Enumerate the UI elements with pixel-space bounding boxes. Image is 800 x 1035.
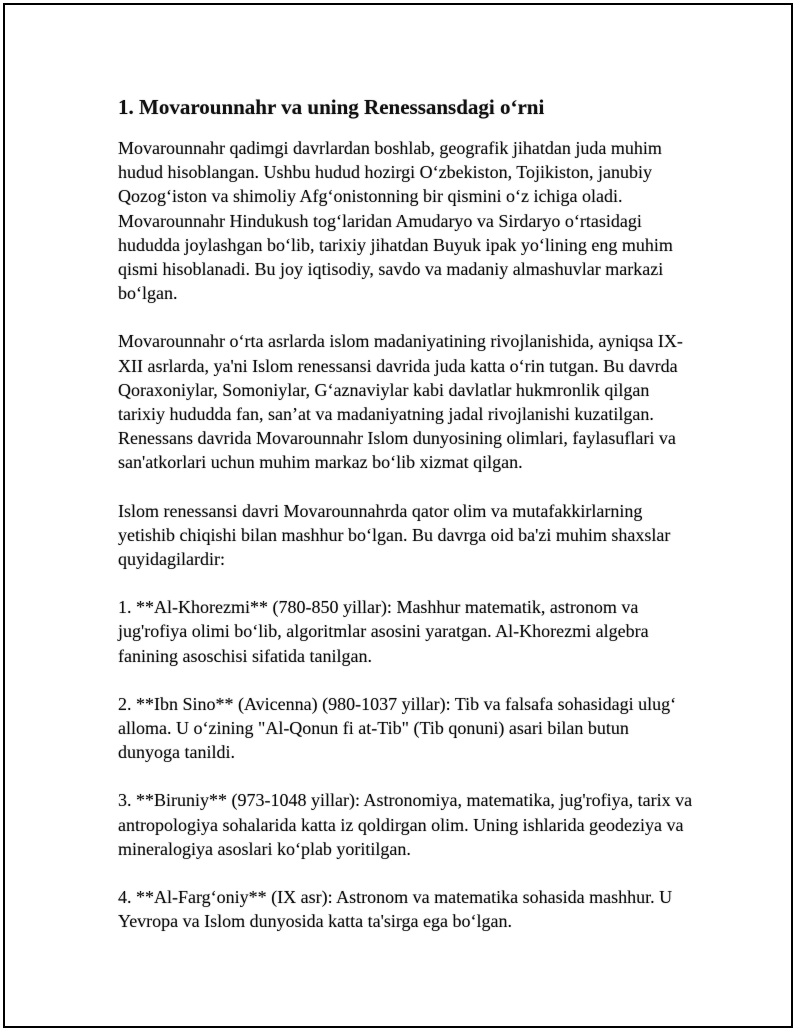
document-body (118, 92, 693, 957)
paragraph-scholars-intro: Islom renessansi davri Movarounnahrda qator olim va mutafakkirlarning yetishib chiqishi bilan mashhur bo‘lgan. Bu davrga oid ba'zi muhim shaxslar quyidagilardir: (118, 500, 671, 570)
list-item-al-khorezmi: 1. **Al-Khorezmi** (780-850 yillar): Mashhur matematik, astronom va jug'rofiya olimi bo‘lib, algoritmlar asosini yaratgan. Al-Khorezmi algebra fanining asoschisi sifatida tanilgan. (118, 597, 649, 666)
paragraph-geography: Movarounnahr qadimgi davrlardan boshlab, geografik jihatdan juda muhim hudud hisoblangan. Ushbu hudud hozirgi O‘zbekiston, Tojikiston, janubiy Qozog‘iston va shimoliy Afg‘onistonning bir qismini o‘z ichiga oladi. Movarounnahr Hindukush tog‘laridan Amudaryo va Sirdaryo o‘rtasidagi hududda joylashgan bo‘lib, tarixiy jihatdan Buyuk ipak yo‘lining eng muhim qismi hisoblanadi. Bu joy iqtisodiy, savdo va madaniy almashuvlar markazi bo‘lgan. (118, 138, 673, 304)
list-item-ibn-sino: 2. **Ibn Sino** (Avicenna) (980-1037 yillar): Tib va falsafa sohasidagi ulug‘ alloma. U o‘zining "Al-Qonun fi at-Tib" (Tib qonuni) asari bilan butun dunyoga tanildi. (118, 693, 677, 763)
list-item-biruniy: 3. **Biruniy** (973-1048 yillar): Astronomiya, matematika, jug'rofiya, tarix va antropologiya sohalarida katta iz qoldirgan olim. Uning ishlarida geodeziya va mineralogiya asoslari ko‘plab yoritilgan. (118, 790, 693, 859)
paragraph-islamic-culture: Movarounnahr o‘rta asrlarda islom madaniyatining rivojlanishida, ayniqsa IX-XII asrlarda, ya'ni Islom renessansi davrida juda katta o‘rin tutgan. Bu davrda Qoraxoniylar, Somoniylar, G‘aznaviylar kabi davlatlar hukmronlik qilgan tarixiy hududda fan, san’at va madaniyatning jadal rivojlanishi kuzatilgan. Renessans davrida Movarounnahr Islom dunyosining olimlari, faylasuflari va san'atkorlari uchun muhim markaz bo‘lib xizmat qilgan. (118, 331, 683, 473)
section-title: 1. Movarounnahr va uning Renessansdagi o‘rni (118, 95, 545, 119)
list-item-al-fargoniy: 4. **Al-Farg‘oniy** (IX asr): Astronom va matematika sohasida mashhur. U Yevropa va Islom dunyosida katta ta'sirga ega bo‘lgan. (118, 887, 673, 932)
